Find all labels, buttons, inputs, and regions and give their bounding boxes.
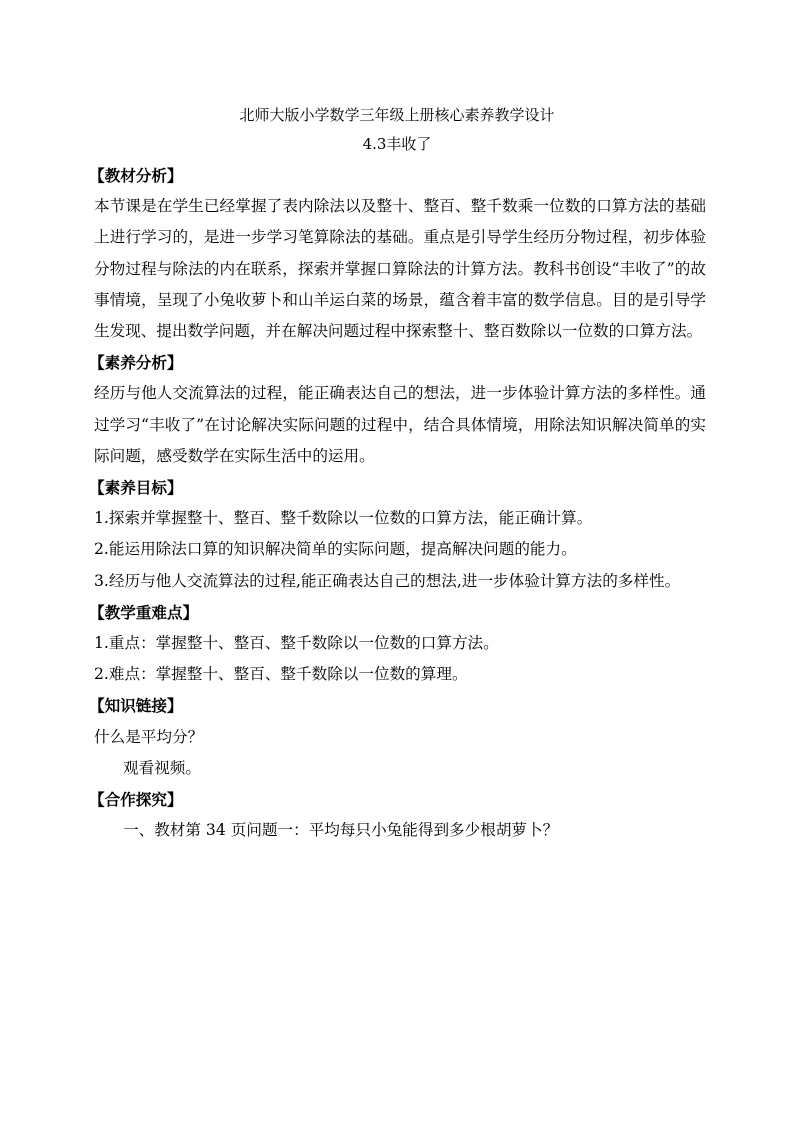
section-heading-literacy-goals: 【素养目标】: [89, 478, 183, 498]
section-heading-cooperative-inquiry: 【合作探究】: [89, 790, 183, 810]
section-heading-knowledge-link: 【知识链接】: [89, 696, 183, 716]
title-block: [0, 101, 794, 159]
key-point-item-1: 1.重点：掌握整十、整百、整千数除以一位数的口算方法。: [94, 634, 499, 653]
document-body: [89, 160, 706, 846]
knowledge-link-activity: 观看视频。: [123, 758, 201, 777]
knowledge-link-question: 什么是平均分？: [94, 727, 204, 746]
section-heading-literacy-analysis: 【素养分析】: [89, 353, 183, 373]
cooperative-inquiry-item: 一、教材第 34 页问题一：平均每只小兔能得到多少根胡萝卜？: [123, 821, 559, 840]
key-point-item-2: 2.难点：掌握整十、整百、整千数除以一位数的算理。: [94, 665, 468, 684]
literacy-analysis-paragraph: 经历与他人交流算法的过程，能正确表达自己的想法，进一步体验计算方法的多样性。通过学习“丰收了”在讨论解决实际问题的过程中，结合具体情境，用除法知识解决简单的实际问题，感受数学在实际生活中的运用。: [94, 384, 706, 465]
section-heading-textbook-analysis: 【教材分析】: [89, 166, 183, 185]
goal-item-2: 2.能运用除法口算的知识解决简单的实际问题，提高解决问题的能力。: [94, 540, 577, 559]
textbook-analysis-paragraph: 本节课是在学生已经掌握了表内除法以及整十、整百、整千数乘一位数的口算方法的基础上进行学习的，是进一步学习笔算除法的基础。重点是引导学生经历分物过程，初步体验分物过程与除法的内在联系，探索并掌握口算除法的计算方法。教科书创设“丰收了”的故事情境，呈现了小兔收萝卜和山羊运白菜的场景，蕴含着丰富的数学信息。目的是引导学生发现、提出数学问题，并在解决问题过程中探索整十、整百数除以一位数的口算方法。: [94, 197, 706, 341]
goal-item-1: 1.探索并掌握整十、整百、整千数除以一位数的口算方法，能正确计算。: [94, 509, 593, 528]
document-subtitle: 4.3丰收了: [362, 135, 432, 153]
goal-item-3: 3.经历与他人交流算法的过程,能正确表达自己的想法,进一步体验计算方法的多样性。: [94, 571, 681, 590]
document-title: 北师大版小学数学三年级上册核心素养教学设计: [239, 106, 555, 124]
section-heading-key-points: 【教学重难点】: [89, 602, 199, 622]
